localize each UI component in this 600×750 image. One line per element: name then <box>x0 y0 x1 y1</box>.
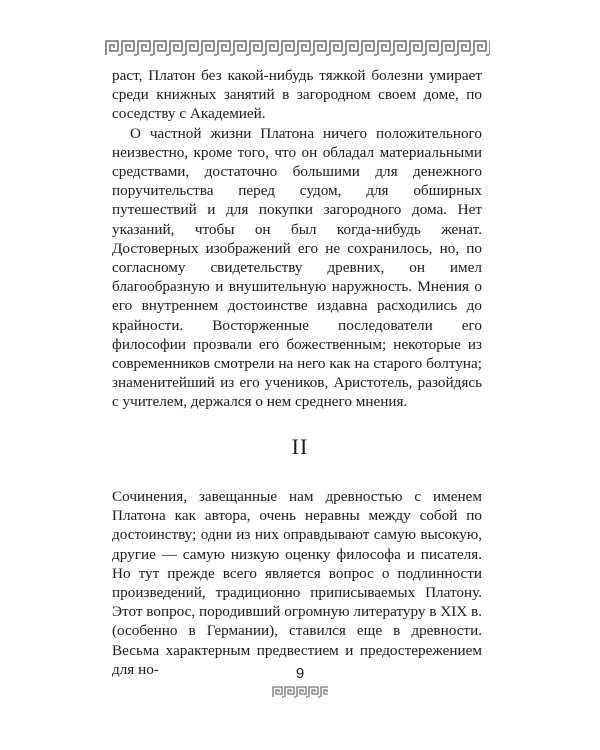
greek-key-ornament-bottom <box>272 686 328 698</box>
paragraph: О частной жизни Платона ничего положительного неизвестно, кроме того, что он обладал материальными средствами, достаточно большими для денежного поручительства перед судом, для обширных путешествий и для покупки загородного дома. Нет указаний, чтобы он был когда-нибудь женат. Достоверных изображений его не сохранилось, но, по согласному свидетельству древних, он имел благообразную и внушительную наружность. Мнения о его внутреннем достоинстве издавна расходились до крайности. Восторженные последователи его философии прозвали его божественным; некоторые из современников смотрели на него как на старого болтуна; знаменитейший из его учеников, Аристотель, разойдясь с учителем, держался о нем среднего мнения. <box>112 124 482 411</box>
paragraph: раст, Платон без какой-нибудь тяжкой болезни умирает среди книжных занятий в загородном своем доме, по соседству с Академией. <box>112 67 482 123</box>
text-block-bottom <box>112 487 482 679</box>
greek-key-border-top <box>105 40 490 56</box>
text-block-top <box>112 66 482 412</box>
page-number: 9 <box>295 665 305 682</box>
chapter-heading: II <box>291 434 309 459</box>
paragraph: Сочинения, завещанные нам древностью с именем Платона как автора, очень неравны между собой по достоинству; одни из них оправдывают самую высокую, другие — самую низкую оценку философа и писателя. Но тут прежде всего является вопрос о подлинности произведений, традиционно приписываемых Платону. Этот вопрос, породивший огромную литературу в XIX в. (особенно в Германии), ставился еще в древности. Весьма характерным предвестием и предостережением для но- <box>112 488 482 678</box>
